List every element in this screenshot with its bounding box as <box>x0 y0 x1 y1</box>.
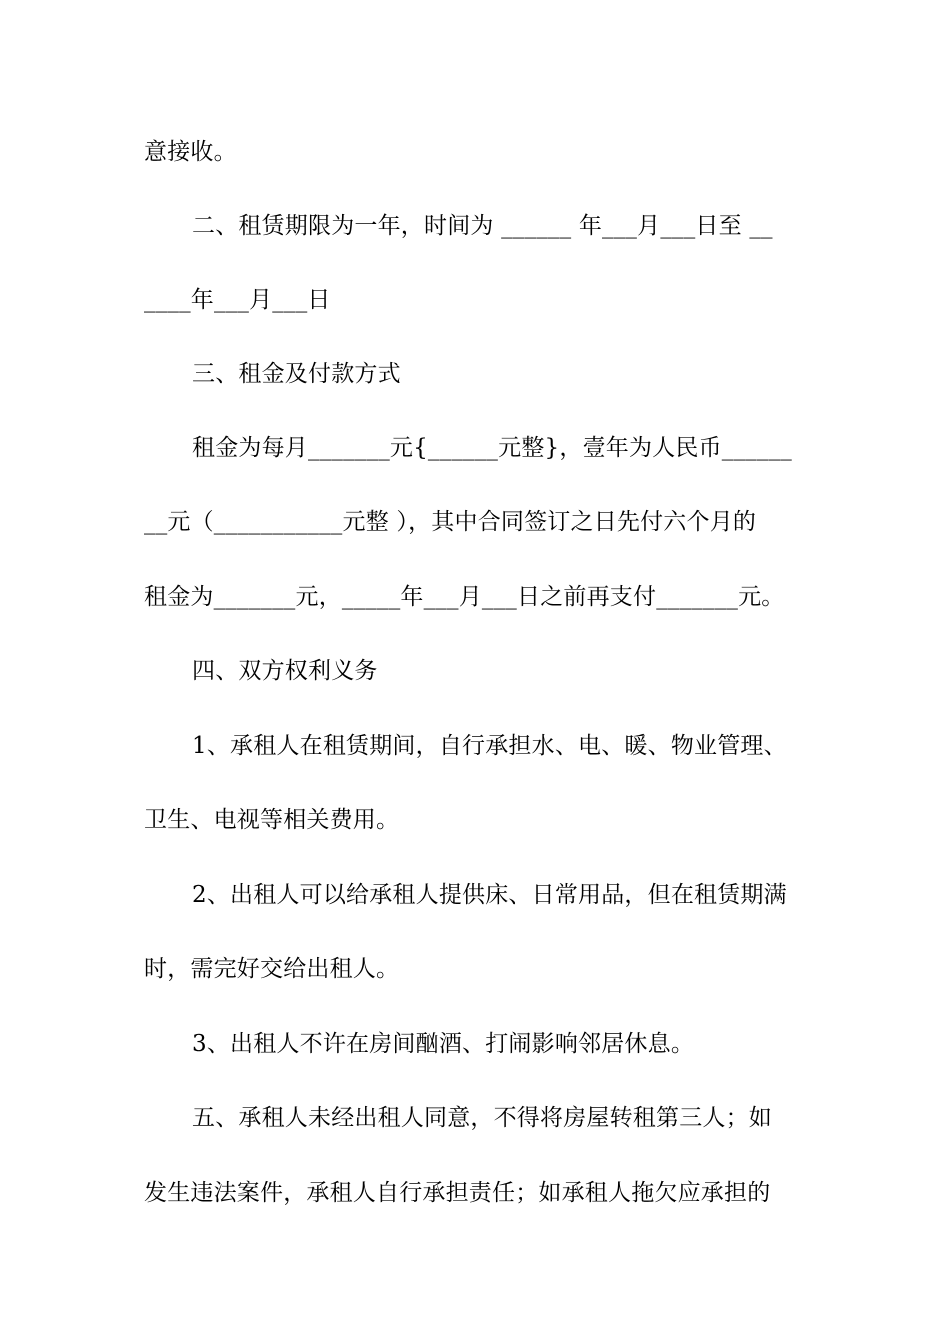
text-line: 1、承租人在租赁期间，自行承担水、电、暖、物业管理、 <box>192 733 787 759</box>
text-line: 卫生、电视等相关费用。 <box>144 807 400 833</box>
text-line: 意接收。 <box>144 139 237 165</box>
text-line: 五、承租人未经出租人同意，不得将房屋转租第三人；如 <box>192 1105 772 1131</box>
text-line: ____年___月___日 <box>144 287 331 313</box>
text-line: __元（___________元整 ），其中合同签订之日先付六个月的 <box>144 509 757 535</box>
text-line: 二、租赁期限为一年，时间为 ______ 年___月___日至 __ <box>192 213 773 239</box>
section-heading: 三、租金及付款方式 <box>192 361 401 387</box>
text-line: 时，需完好交给出租人。 <box>144 956 400 982</box>
text-line: 租金为_______元，_____年___月___日之前再支付_______元。 <box>144 584 785 610</box>
text-line: 2、出租人可以给承租人提供床、日常用品，但在租赁期满 <box>192 882 787 908</box>
text-line: 租金为每月_______元{______元整}，壹年为人民币______ <box>192 435 792 461</box>
text-line: 发生违法案件，承租人自行承担责任；如承租人拖欠应承担的 <box>144 1180 771 1206</box>
text-line: 3、出租人不许在房间酗酒、打闹影响邻居休息。 <box>192 1031 695 1057</box>
section-heading: 四、双方权利义务 <box>192 658 378 684</box>
